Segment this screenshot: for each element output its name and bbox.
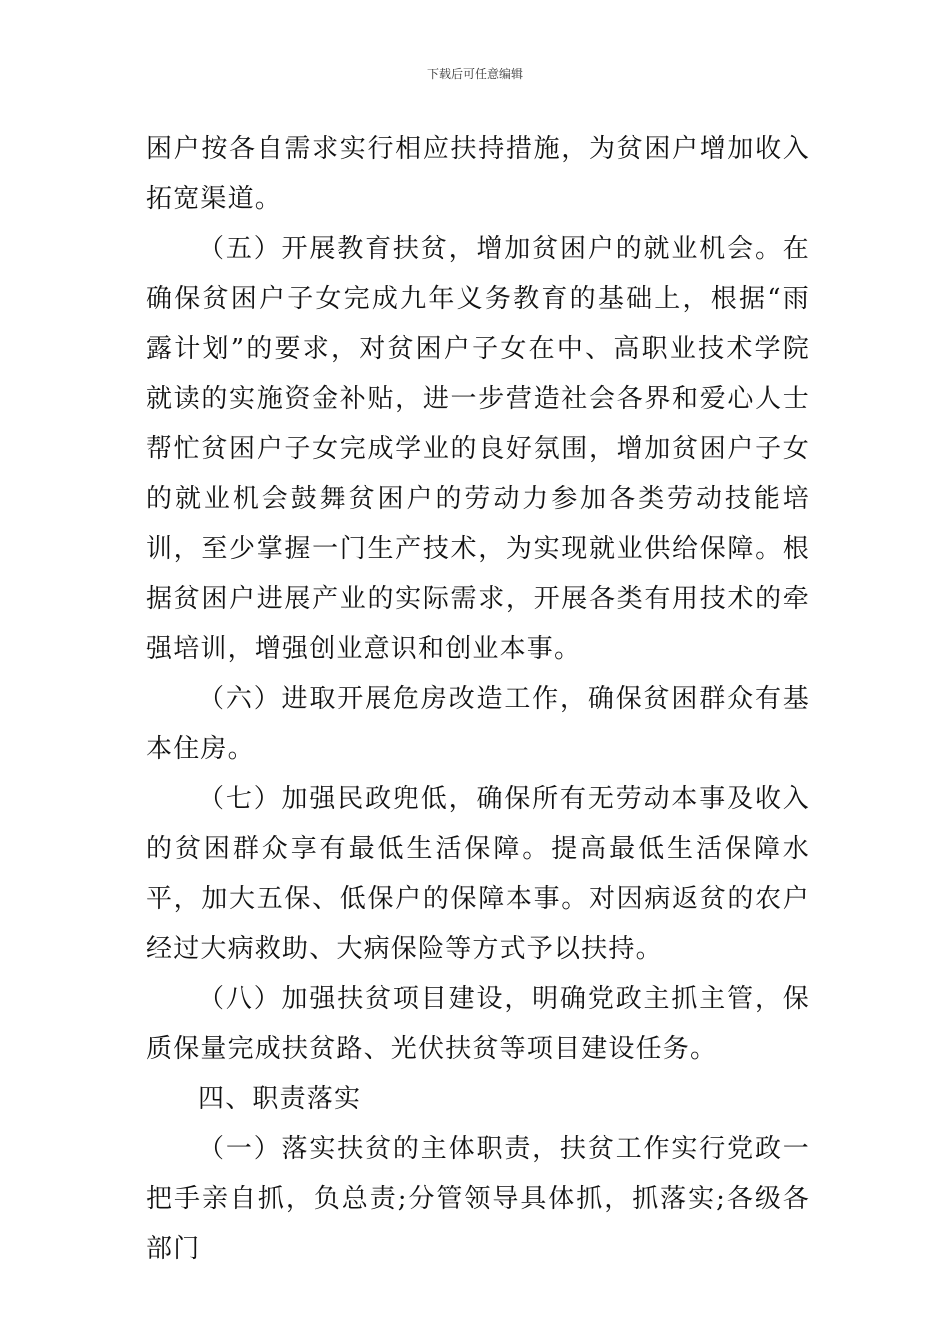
paragraph-housing-renovation: （六）进取开展危房改造工作，确保贫困群众有基本住房。 (146, 684, 810, 764)
paragraph-main-responsibility: （一）落实扶贫的主体职责，扶贫工作实行党政一把手亲自抓，负总责;分管领导具体抓，抓落实;各级各部门 (146, 1134, 810, 1264)
paragraph-continuation: 困户按各自需求实行相应扶持措施，为贫困户增加收入拓宽渠道。 (146, 134, 810, 214)
document-body (146, 124, 810, 1274)
paragraph-poverty-projects: （八）加强扶贫项目建设，明确党政主抓主管，保质保量完成扶贫路、光伏扶贫等项目建设任务。 (146, 984, 810, 1064)
page-header-note: 下载后可任意编辑 (426, 67, 523, 81)
section-heading-responsibility: 四、职责落实 (198, 1084, 362, 1114)
paragraph-civil-affairs-support: （七）加强民政兜低，确保所有无劳动本事及收入的贫困群众享有最低生活保障。提高最低生活保障水平，加大五保、低保户的保障本事。对因病返贫的农户经过大病救助、大病保险等方式予以扶持。 (146, 784, 810, 964)
paragraph-education-poverty-relief: （五）开展教育扶贫，增加贫困户的就业机会。在确保贫困户子女完成九年义务教育的基础上，根据“雨露计划”的要求，对贫困户子女在中、高职业技术学院就读的实施资金补贴，进一步营造社会各界和爱心人士帮忙贫困户子女完成学业的良好氛围，增加贫困户子女的就业机会鼓舞贫困户的劳动力参加各类劳动技能培训，至少掌握一门生产技术，为实现就业供给保障。根据贫困户进展产业的实际需求，开展各类有用技术的牵强培训，增强创业意识和创业本事。 (146, 234, 810, 664)
